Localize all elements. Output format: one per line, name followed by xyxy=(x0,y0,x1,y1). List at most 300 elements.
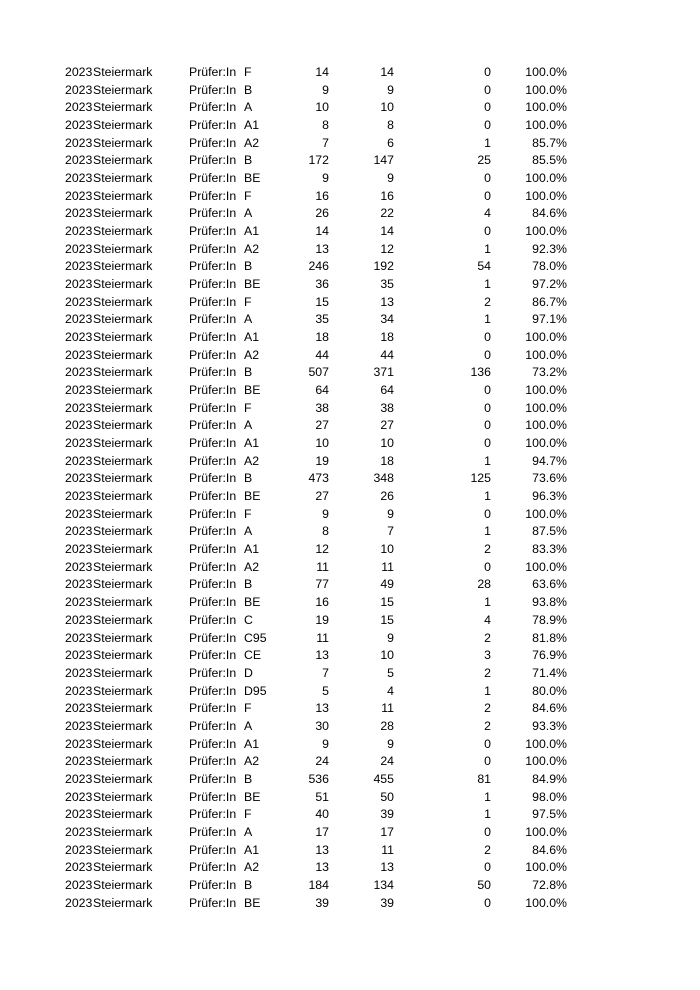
failed-cell: 1 xyxy=(484,683,491,698)
failed-cell: 136 xyxy=(470,365,491,380)
license-class-cell: BE xyxy=(244,489,261,504)
examiner-cell: Prüfer:In xyxy=(189,330,237,345)
total-cell: 7 xyxy=(322,665,329,680)
total-cell: 40 xyxy=(315,807,329,822)
pass-rate-cell: 85.7% xyxy=(532,135,567,150)
passed-cell: 14 xyxy=(380,65,394,79)
failed-cell: 0 xyxy=(484,506,491,521)
year-cell: 2023 xyxy=(65,171,93,186)
examiner-cell: Prüfer:In xyxy=(189,789,237,804)
year-cell: 2023 xyxy=(65,701,93,716)
failed-cell: 0 xyxy=(484,400,491,415)
pass-rate-cell: 100.0% xyxy=(525,895,567,910)
state-cell: Steiermark xyxy=(93,471,153,486)
examiner-cell: Prüfer:In xyxy=(189,736,237,751)
state-cell: Steiermark xyxy=(93,418,153,433)
passed-cell: 6 xyxy=(387,135,394,150)
pass-rate-cell: 100.0% xyxy=(525,82,567,97)
total-cell: 9 xyxy=(322,736,329,751)
pass-rate-cell: 100.0% xyxy=(525,860,567,875)
pass-rate-cell: 100.0% xyxy=(525,824,567,839)
license-class-cell: A1 xyxy=(244,736,260,751)
examiner-cell: Prüfer:In xyxy=(189,347,237,362)
table-row xyxy=(0,64,700,82)
pass-rate-cell: 71.4% xyxy=(532,665,567,680)
examiner-cell: Prüfer:In xyxy=(189,471,237,486)
failed-cell: 0 xyxy=(484,330,491,345)
failed-cell: 2 xyxy=(484,701,491,716)
pass-rate-cell: 81.8% xyxy=(532,630,567,645)
table-row xyxy=(0,488,700,506)
passed-cell: 4 xyxy=(387,683,394,698)
license-class-cell: A1 xyxy=(244,330,260,345)
license-class-cell: BE xyxy=(244,595,261,610)
passed-cell: 7 xyxy=(387,524,394,539)
examiner-cell: Prüfer:In xyxy=(189,312,237,327)
table-row xyxy=(0,347,700,365)
table-row xyxy=(0,541,700,559)
failed-cell: 0 xyxy=(484,436,491,451)
table-row xyxy=(0,612,700,630)
license-class-cell: A xyxy=(244,206,253,221)
failed-cell: 3 xyxy=(484,648,491,663)
failed-cell: 1 xyxy=(484,524,491,539)
pass-rate-cell: 94.7% xyxy=(532,453,567,468)
license-class-cell: D xyxy=(244,665,253,680)
license-class-cell: F xyxy=(244,400,252,415)
pass-rate-cell: 100.0% xyxy=(525,418,567,433)
examiner-cell: Prüfer:In xyxy=(189,860,237,875)
table-row xyxy=(0,824,700,842)
state-cell: Steiermark xyxy=(93,65,153,79)
failed-cell: 0 xyxy=(484,171,491,186)
total-cell: 5 xyxy=(322,683,329,698)
state-cell: Steiermark xyxy=(93,330,153,345)
examiner-cell: Prüfer:In xyxy=(189,206,237,221)
state-cell: Steiermark xyxy=(93,630,153,645)
examiner-cell: Prüfer:In xyxy=(189,718,237,733)
failed-cell: 2 xyxy=(484,630,491,645)
pass-rate-cell: 100.0% xyxy=(525,118,567,133)
pass-rate-cell: 100.0% xyxy=(525,736,567,751)
examiner-cell: Prüfer:In xyxy=(189,542,237,557)
table-row xyxy=(0,665,700,683)
state-cell: Steiermark xyxy=(93,860,153,875)
passed-cell: 35 xyxy=(380,277,394,292)
total-cell: 9 xyxy=(322,171,329,186)
failed-cell: 0 xyxy=(484,82,491,97)
pass-rate-cell: 100.0% xyxy=(525,383,567,398)
license-class-cell: B xyxy=(244,153,253,168)
year-cell: 2023 xyxy=(65,895,93,910)
total-cell: 10 xyxy=(315,100,329,115)
table-row xyxy=(0,82,700,100)
table-row xyxy=(0,842,700,860)
passed-cell: 10 xyxy=(380,100,394,115)
pass-rate-cell: 100.0% xyxy=(525,436,567,451)
state-cell: Steiermark xyxy=(93,895,153,910)
table-row xyxy=(0,188,700,206)
total-cell: 473 xyxy=(308,471,329,486)
pass-rate-cell: 85.5% xyxy=(532,153,567,168)
passed-cell: 455 xyxy=(373,771,394,786)
passed-cell: 9 xyxy=(387,506,394,521)
passed-cell: 28 xyxy=(380,718,394,733)
state-cell: Steiermark xyxy=(93,559,153,574)
table-row xyxy=(0,594,700,612)
passed-cell: 18 xyxy=(380,453,394,468)
examiner-cell: Prüfer:In xyxy=(189,418,237,433)
license-class-cell: A1 xyxy=(244,224,260,239)
license-class-cell: B xyxy=(244,82,253,97)
state-cell: Steiermark xyxy=(93,135,153,150)
passed-cell: 15 xyxy=(380,595,394,610)
license-class-cell: BE xyxy=(244,277,261,292)
failed-cell: 2 xyxy=(484,842,491,857)
table-row xyxy=(0,523,700,541)
license-class-cell: A xyxy=(244,824,253,839)
year-cell: 2023 xyxy=(65,771,93,786)
year-cell: 2023 xyxy=(65,418,93,433)
year-cell: 2023 xyxy=(65,453,93,468)
passed-cell: 24 xyxy=(380,754,394,769)
state-cell: Steiermark xyxy=(93,595,153,610)
pass-rate-cell: 97.5% xyxy=(532,807,567,822)
total-cell: 8 xyxy=(322,524,329,539)
license-class-cell: F xyxy=(244,807,252,822)
year-cell: 2023 xyxy=(65,294,93,309)
table-row xyxy=(0,135,700,153)
pass-rate-cell: 93.8% xyxy=(532,595,567,610)
passed-cell: 13 xyxy=(380,294,394,309)
year-cell: 2023 xyxy=(65,807,93,822)
failed-cell: 1 xyxy=(484,277,491,292)
state-cell: Steiermark xyxy=(93,259,153,274)
total-cell: 13 xyxy=(315,648,329,663)
total-cell: 64 xyxy=(315,383,329,398)
state-cell: Steiermark xyxy=(93,754,153,769)
examiner-cell: Prüfer:In xyxy=(189,577,237,592)
pass-rate-cell: 84.6% xyxy=(532,842,567,857)
year-cell: 2023 xyxy=(65,400,93,415)
state-cell: Steiermark xyxy=(93,577,153,592)
passed-cell: 39 xyxy=(380,807,394,822)
total-cell: 44 xyxy=(315,347,329,362)
state-cell: Steiermark xyxy=(93,171,153,186)
year-cell: 2023 xyxy=(65,824,93,839)
examiner-cell: Prüfer:In xyxy=(189,135,237,150)
passed-cell: 38 xyxy=(380,400,394,415)
state-cell: Steiermark xyxy=(93,824,153,839)
total-cell: 13 xyxy=(315,241,329,256)
license-class-cell: A1 xyxy=(244,542,260,557)
total-cell: 30 xyxy=(315,718,329,733)
pass-rate-cell: 100.0% xyxy=(525,559,567,574)
pass-rate-cell: 100.0% xyxy=(525,330,567,345)
license-class-cell: CE xyxy=(244,648,262,663)
license-class-cell: A1 xyxy=(244,842,260,857)
passed-cell: 12 xyxy=(380,241,394,256)
year-cell: 2023 xyxy=(65,506,93,521)
year-cell: 2023 xyxy=(65,718,93,733)
examiner-cell: Prüfer:In xyxy=(189,754,237,769)
passed-cell: 134 xyxy=(373,877,394,892)
examiner-cell: Prüfer:In xyxy=(189,82,237,97)
failed-cell: 0 xyxy=(484,347,491,362)
table-row xyxy=(0,718,700,736)
total-cell: 12 xyxy=(315,542,329,557)
license-class-cell: BE xyxy=(244,789,261,804)
failed-cell: 0 xyxy=(484,736,491,751)
pass-rate-cell: 100.0% xyxy=(525,347,567,362)
table-row xyxy=(0,753,700,771)
total-cell: 39 xyxy=(315,895,329,910)
examiner-cell: Prüfer:In xyxy=(189,400,237,415)
failed-cell: 0 xyxy=(484,860,491,875)
total-cell: 19 xyxy=(315,612,329,627)
license-class-cell: A xyxy=(244,312,253,327)
examiner-cell: Prüfer:In xyxy=(189,100,237,115)
total-cell: 18 xyxy=(315,330,329,345)
total-cell: 536 xyxy=(308,771,329,786)
state-cell: Steiermark xyxy=(93,489,153,504)
year-cell: 2023 xyxy=(65,577,93,592)
year-cell: 2023 xyxy=(65,489,93,504)
passed-cell: 11 xyxy=(381,842,394,857)
passed-cell: 16 xyxy=(380,188,394,203)
table-row xyxy=(0,258,700,276)
failed-cell: 0 xyxy=(484,824,491,839)
pass-rate-cell: 80.0% xyxy=(532,683,567,698)
pass-rate-cell: 96.3% xyxy=(532,489,567,504)
passed-cell: 9 xyxy=(387,171,394,186)
pass-rate-cell: 100.0% xyxy=(525,65,567,79)
state-cell: Steiermark xyxy=(93,771,153,786)
year-cell: 2023 xyxy=(65,860,93,875)
pass-rate-cell: 86.7% xyxy=(532,294,567,309)
passed-cell: 22 xyxy=(380,206,394,221)
table-row xyxy=(0,453,700,471)
state-cell: Steiermark xyxy=(93,100,153,115)
table-row xyxy=(0,683,700,701)
year-cell: 2023 xyxy=(65,665,93,680)
license-class-cell: A2 xyxy=(244,241,260,256)
year-cell: 2023 xyxy=(65,312,93,327)
failed-cell: 1 xyxy=(484,312,491,327)
state-cell: Steiermark xyxy=(93,400,153,415)
license-class-cell: A xyxy=(244,418,253,433)
failed-cell: 4 xyxy=(484,612,491,627)
examiner-cell: Prüfer:In xyxy=(189,895,237,910)
table-row xyxy=(0,152,700,170)
year-cell: 2023 xyxy=(65,612,93,627)
passed-cell: 17 xyxy=(380,824,394,839)
table-row xyxy=(0,417,700,435)
state-cell: Steiermark xyxy=(93,612,153,627)
total-cell: 10 xyxy=(315,436,329,451)
pass-rate-cell: 100.0% xyxy=(525,400,567,415)
table-row xyxy=(0,329,700,347)
year-cell: 2023 xyxy=(65,241,93,256)
table-row xyxy=(0,806,700,824)
failed-cell: 1 xyxy=(484,135,491,150)
year-cell: 2023 xyxy=(65,630,93,645)
state-cell: Steiermark xyxy=(93,312,153,327)
total-cell: 11 xyxy=(316,559,329,574)
state-cell: Steiermark xyxy=(93,365,153,380)
pass-rate-cell: 78.0% xyxy=(532,259,567,274)
passed-cell: 18 xyxy=(380,330,394,345)
pass-rate-cell: 98.0% xyxy=(532,789,567,804)
failed-cell: 0 xyxy=(484,754,491,769)
failed-cell: 2 xyxy=(484,542,491,557)
state-cell: Steiermark xyxy=(93,206,153,221)
failed-cell: 1 xyxy=(484,489,491,504)
year-cell: 2023 xyxy=(65,754,93,769)
failed-cell: 1 xyxy=(484,595,491,610)
year-cell: 2023 xyxy=(65,188,93,203)
pass-rate-cell: 87.5% xyxy=(532,524,567,539)
failed-cell: 2 xyxy=(484,665,491,680)
table-row xyxy=(0,859,700,877)
state-cell: Steiermark xyxy=(93,524,153,539)
failed-cell: 2 xyxy=(484,718,491,733)
examiner-cell: Prüfer:In xyxy=(189,171,237,186)
total-cell: 27 xyxy=(315,489,329,504)
year-cell: 2023 xyxy=(65,524,93,539)
license-class-cell: C95 xyxy=(244,630,267,645)
state-cell: Steiermark xyxy=(93,648,153,663)
year-cell: 2023 xyxy=(65,877,93,892)
passed-cell: 348 xyxy=(373,471,394,486)
total-cell: 24 xyxy=(315,754,329,769)
failed-cell: 50 xyxy=(477,877,491,892)
passed-cell: 39 xyxy=(380,895,394,910)
state-cell: Steiermark xyxy=(93,789,153,804)
total-cell: 172 xyxy=(308,153,329,168)
passed-cell: 15 xyxy=(380,612,394,627)
passed-cell: 9 xyxy=(387,630,394,645)
table-row xyxy=(0,506,700,524)
total-cell: 507 xyxy=(308,365,329,380)
year-cell: 2023 xyxy=(65,595,93,610)
passed-cell: 10 xyxy=(380,436,394,451)
examiner-cell: Prüfer:In xyxy=(189,506,237,521)
state-cell: Steiermark xyxy=(93,347,153,362)
year-cell: 2023 xyxy=(65,648,93,663)
state-cell: Steiermark xyxy=(93,665,153,680)
license-class-cell: A1 xyxy=(244,118,260,133)
pass-rate-cell: 84.6% xyxy=(532,206,567,221)
license-class-cell: A xyxy=(244,100,253,115)
examiner-cell: Prüfer:In xyxy=(189,436,237,451)
examiner-cell: Prüfer:In xyxy=(189,294,237,309)
failed-cell: 125 xyxy=(470,471,491,486)
total-cell: 13 xyxy=(315,860,329,875)
pass-rate-cell: 72.8% xyxy=(532,877,567,892)
year-cell: 2023 xyxy=(65,259,93,274)
passed-cell: 9 xyxy=(387,82,394,97)
passed-cell: 10 xyxy=(380,648,394,663)
passed-cell: 34 xyxy=(380,312,394,327)
examiner-cell: Prüfer:In xyxy=(189,224,237,239)
year-cell: 2023 xyxy=(65,683,93,698)
state-cell: Steiermark xyxy=(93,118,153,133)
license-class-cell: F xyxy=(244,294,252,309)
pass-rate-cell: 63.6% xyxy=(532,577,567,592)
table-row xyxy=(0,99,700,117)
failed-cell: 0 xyxy=(484,383,491,398)
year-cell: 2023 xyxy=(65,330,93,345)
failed-cell: 0 xyxy=(484,895,491,910)
table-row xyxy=(0,576,700,594)
year-cell: 2023 xyxy=(65,347,93,362)
total-cell: 9 xyxy=(322,82,329,97)
table-row xyxy=(0,382,700,400)
table-row xyxy=(0,294,700,312)
table-row xyxy=(0,700,700,718)
state-cell: Steiermark xyxy=(93,542,153,557)
total-cell: 17 xyxy=(315,824,329,839)
passed-cell: 9 xyxy=(387,736,394,751)
year-cell: 2023 xyxy=(65,206,93,221)
pass-rate-cell: 100.0% xyxy=(525,188,567,203)
passed-cell: 13 xyxy=(380,860,394,875)
total-cell: 13 xyxy=(315,842,329,857)
examiner-cell: Prüfer:In xyxy=(189,630,237,645)
table-row xyxy=(0,223,700,241)
state-cell: Steiermark xyxy=(93,807,153,822)
total-cell: 9 xyxy=(322,506,329,521)
pass-rate-cell: 84.6% xyxy=(532,701,567,716)
passed-cell: 11 xyxy=(381,559,394,574)
examiner-cell: Prüfer:In xyxy=(189,842,237,857)
failed-cell: 1 xyxy=(484,807,491,822)
state-cell: Steiermark xyxy=(93,224,153,239)
year-cell: 2023 xyxy=(65,542,93,557)
examiner-cell: Prüfer:In xyxy=(189,701,237,716)
total-cell: 26 xyxy=(315,206,329,221)
total-cell: 35 xyxy=(315,312,329,327)
total-cell: 7 xyxy=(322,135,329,150)
state-cell: Steiermark xyxy=(93,436,153,451)
license-class-cell: A2 xyxy=(244,453,260,468)
pass-rate-cell: 97.1% xyxy=(532,312,567,327)
examiner-cell: Prüfer:In xyxy=(189,824,237,839)
failed-cell: 25 xyxy=(477,153,491,168)
total-cell: 14 xyxy=(315,224,329,239)
year-cell: 2023 xyxy=(65,82,93,97)
table-row xyxy=(0,205,700,223)
state-cell: Steiermark xyxy=(93,188,153,203)
failed-cell: 28 xyxy=(477,577,491,592)
year-cell: 2023 xyxy=(65,118,93,133)
license-class-cell: A xyxy=(244,524,253,539)
license-class-cell: A2 xyxy=(244,860,260,875)
license-class-cell: D95 xyxy=(244,683,267,698)
license-class-cell: A1 xyxy=(244,436,260,451)
examiner-cell: Prüfer:In xyxy=(189,259,237,274)
pass-rate-cell: 100.0% xyxy=(525,171,567,186)
state-cell: Steiermark xyxy=(93,701,153,716)
table-row xyxy=(0,435,700,453)
license-class-cell: BE xyxy=(244,383,261,398)
total-cell: 77 xyxy=(315,577,329,592)
failed-cell: 0 xyxy=(484,224,491,239)
license-class-cell: A2 xyxy=(244,347,260,362)
year-cell: 2023 xyxy=(65,277,93,292)
data-sheet xyxy=(0,64,700,912)
